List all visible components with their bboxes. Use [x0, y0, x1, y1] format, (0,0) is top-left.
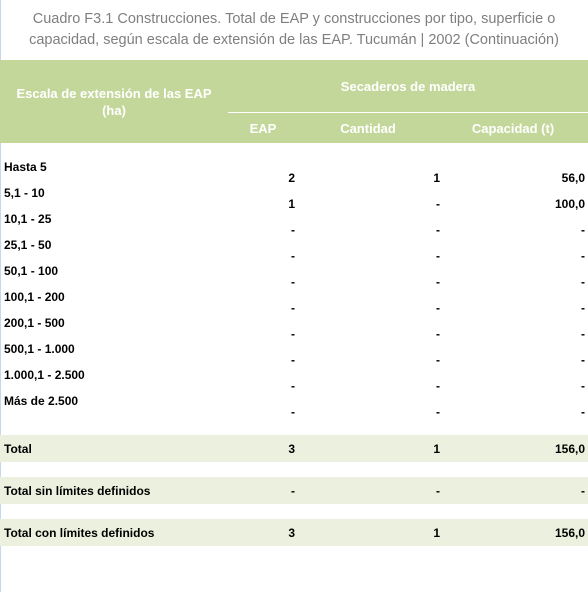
cell-capacidad: -: [581, 405, 585, 419]
cell-cantidad: -: [436, 405, 440, 419]
total-cell-eap: 3: [288, 526, 295, 540]
cell-capacidad: 56,0: [561, 171, 585, 185]
row-label: 200,1 - 500: [4, 316, 65, 330]
cell-cantidad: -: [436, 379, 440, 393]
row-label: 25,1 - 50: [4, 238, 52, 252]
cell-cantidad: -: [436, 353, 440, 367]
cell-eap: -: [291, 249, 295, 263]
column-group-header: Secaderos de madera: [340, 78, 476, 94]
cell-eap: -: [291, 327, 295, 341]
cell-capacidad: -: [581, 379, 585, 393]
row-label: 5,1 - 10: [4, 186, 45, 200]
cell-cantidad: -: [436, 327, 440, 341]
column-header-cantidad: Cantidad: [340, 120, 396, 136]
cell-eap: -: [291, 379, 295, 393]
cell-eap: -: [291, 353, 295, 367]
row-label: 10,1 - 25: [4, 212, 52, 226]
cell-eap: 2: [288, 171, 295, 185]
total-cell-cantidad: 1: [433, 526, 440, 540]
cell-cantidad: -: [436, 197, 440, 211]
column-header-capacidad: Capacidad (t): [471, 120, 555, 136]
total-cell-eap: -: [291, 484, 295, 498]
cell-eap: -: [291, 405, 295, 419]
cell-eap: -: [291, 301, 295, 315]
cell-capacidad: -: [581, 353, 585, 367]
cell-cantidad: -: [436, 275, 440, 289]
title-line-2: capacidad, según escala de extensión de las EAP. Tucumán | 2002 (Continuación): [29, 32, 559, 48]
cell-cantidad: 1: [433, 171, 440, 185]
total-row-label: Total: [4, 442, 32, 456]
cell-eap: -: [291, 275, 295, 289]
cell-capacidad: -: [581, 327, 585, 341]
row-label: 1.000,1 - 2.500: [4, 368, 85, 382]
total-row-label: Total sin límites definidos: [4, 484, 151, 498]
cell-cantidad: -: [436, 249, 440, 263]
total-cell-capacidad: 156,0: [554, 526, 585, 540]
cell-cantidad: -: [436, 301, 440, 315]
column-header-eap: EAP: [249, 120, 277, 136]
title-line-1: Cuadro F3.1 Construcciones. Total de EAP y construcciones por tipo, superficie o: [32, 11, 556, 27]
cell-capacidad: -: [581, 275, 585, 289]
row-label: Más de 2.500: [4, 394, 79, 408]
total-cell-cantidad: -: [436, 484, 440, 498]
row-label: 500,1 - 1.000: [4, 342, 75, 356]
cell-capacidad: -: [581, 301, 585, 315]
row-label: Hasta 5: [4, 160, 47, 174]
cell-eap: 1: [288, 197, 295, 211]
total-cell-capacidad: 156,0: [554, 442, 585, 456]
cell-capacidad: 100,0: [554, 197, 585, 211]
cell-eap: -: [291, 223, 295, 237]
row-label: 100,1 - 200: [4, 290, 65, 304]
cell-capacidad: -: [581, 249, 585, 263]
total-cell-capacidad: -: [581, 484, 585, 498]
row-label: 50,1 - 100: [4, 264, 59, 278]
table-title: [0, 9, 588, 51]
total-cell-eap: 3: [288, 442, 295, 456]
total-row-label: Total con límites definidos: [4, 526, 155, 540]
cell-capacidad: -: [581, 223, 585, 237]
row-header-label: Escala de extensión de las EAP (ha): [16, 85, 212, 118]
cell-cantidad: -: [436, 223, 440, 237]
total-cell-cantidad: 1: [433, 442, 440, 456]
